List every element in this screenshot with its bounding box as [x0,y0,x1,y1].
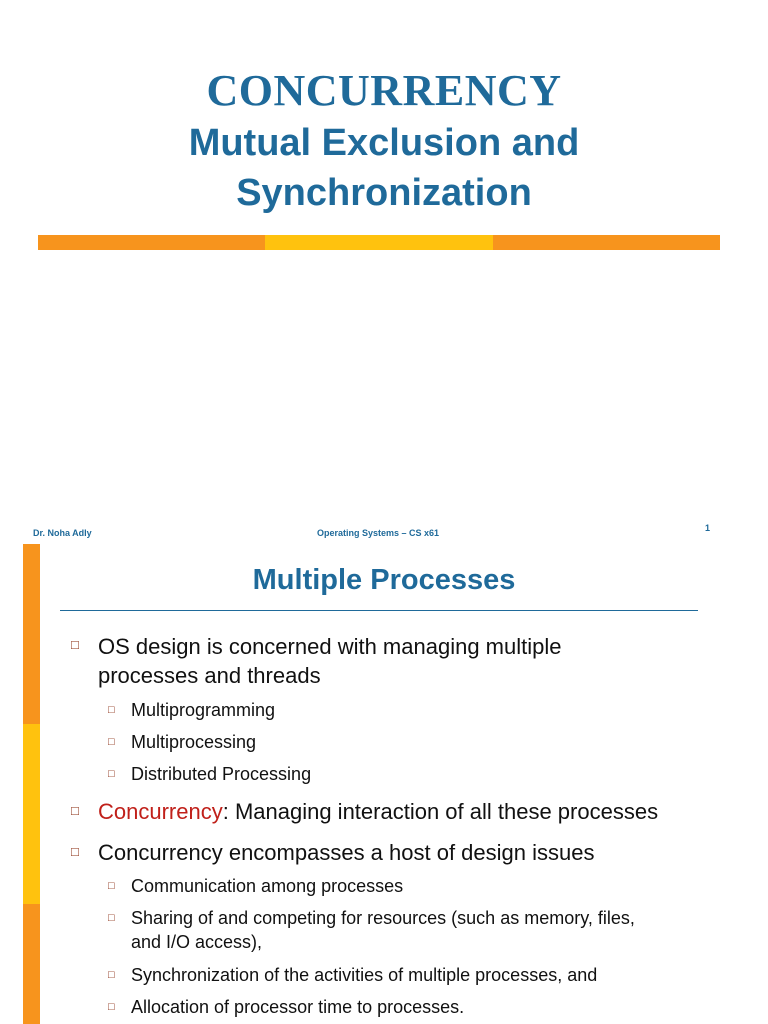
sub-bullet-item [131,906,635,954]
highlight-term: Concurrency [98,799,223,824]
sub-bullet-item: Multiprogramming [131,700,276,720]
footer-course: Operating Systems – CS x61 [317,528,440,538]
subtitle-line-1: Mutual Exclusion and [188,122,580,164]
divider-segment [38,235,265,250]
slide-2-title: Multiple Processes [252,564,516,596]
sub-bullet-item: Multiprocessing [131,732,257,752]
square-bullet-icon: □ [108,912,115,924]
divider-segment [493,235,720,250]
sub-bullet-item: Allocation of processor time to processes. [131,997,465,1017]
sub-bullet-line: and I/O access), [131,932,263,952]
bullet-item [98,632,561,690]
bullet-text-line: OS design is concerned with managing multiple [98,634,562,659]
divider-segment [265,235,492,250]
slide-subtitle [0,118,768,218]
sub-bullet-line: Sharing of and competing for resources (such as memory, files, [131,908,635,928]
slide-title: CONCURRENCY [206,66,562,115]
square-bullet-icon: □ [71,844,79,859]
sub-bullet-item: Distributed Processing [131,764,312,784]
title-underline [60,610,698,611]
square-bullet-icon: □ [71,803,79,818]
accent-segment [23,904,40,1024]
bullet-text-line: processes and threads [98,663,321,688]
bullet-text: : Managing interaction of all these processes [222,799,659,824]
footer-author: Dr. Noha Adly [33,528,92,538]
page-number: 1 [705,523,711,533]
square-bullet-icon: □ [108,1001,115,1013]
bullet-item: Concurrency encompasses a host of design issues [98,840,595,865]
sub-bullet-item: Synchronization of the activities of multiple processes, and [131,965,598,985]
subtitle-line-2: Synchronization [236,172,532,214]
square-bullet-icon: □ [108,704,115,716]
square-bullet-icon: □ [108,768,115,780]
title-divider-bar [38,235,720,250]
square-bullet-icon: □ [108,969,115,981]
square-bullet-icon: □ [108,736,115,748]
square-bullet-icon: □ [71,637,79,652]
sub-bullet-item: Communication among processes [131,876,404,896]
side-accent-bar [23,544,40,1024]
accent-segment [23,724,40,904]
square-bullet-icon: □ [108,880,115,892]
bullet-item [98,797,658,826]
